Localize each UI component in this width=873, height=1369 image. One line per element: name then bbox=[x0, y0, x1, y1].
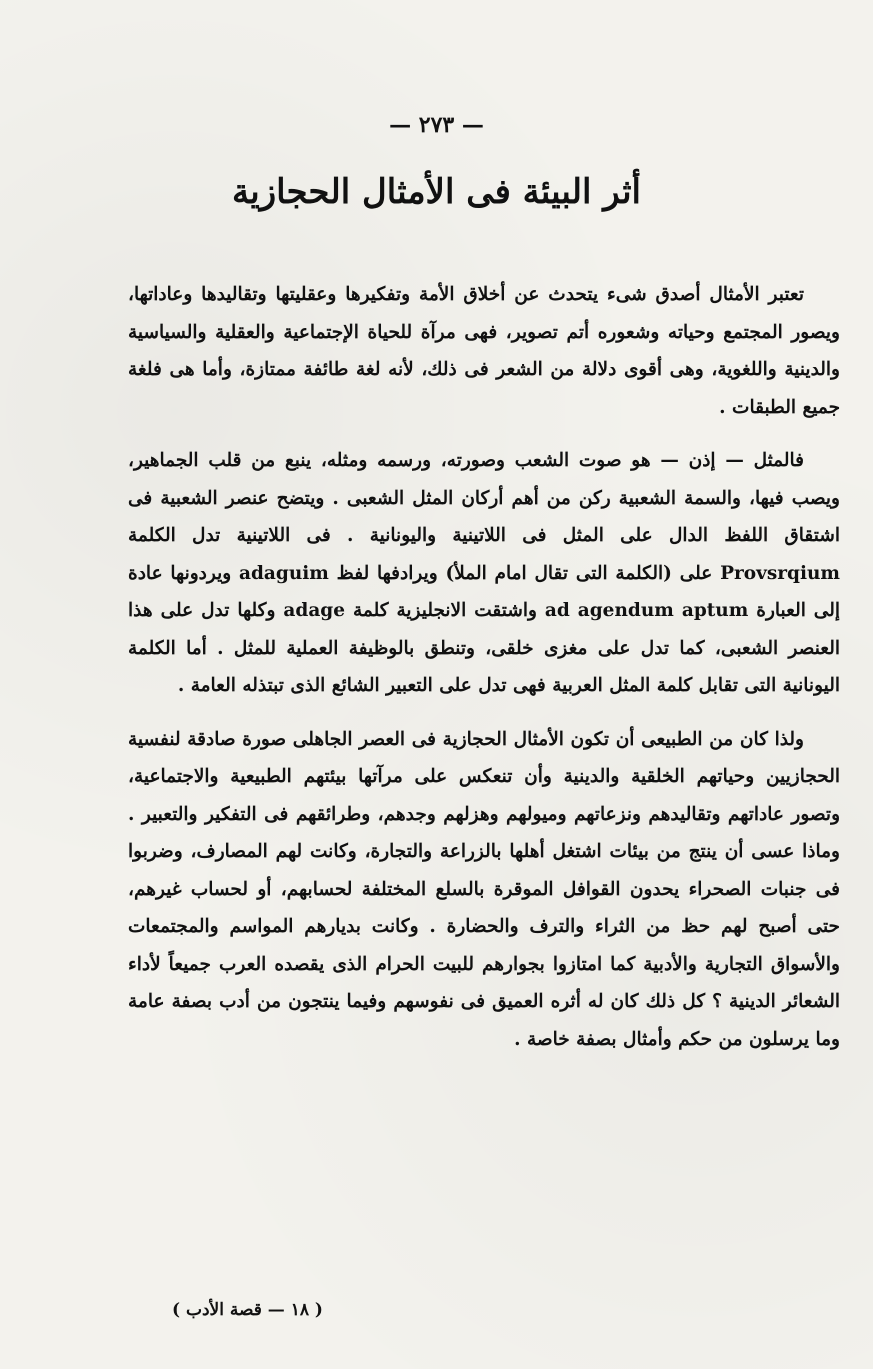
paragraph-1: تعتبر الأمثال أصدق شىء يتحدث عن أخلاق الأمة وتفكيرها وعقليتها وتقاليدها وعاداتها، ويصور المجتمع وحياته وشعوره أتم تصوير، فهى مرآة للحياة الإجتماعية والعقلية والسياسية والدينية واللغوية، وهى أقوى دلالة من الشعر فى ذلك، لأنه لغة طائفة ممتازة، وأما هى فلغة جميع الطبقات . bbox=[128, 284, 840, 418]
chapter-title: أثر البيئة فى الأمثال الحجازية bbox=[232, 172, 641, 212]
page-number: — ٢٧٣ — bbox=[389, 112, 484, 138]
paragraph-3: ولذا كان من الطبيعى أن تكون الأمثال الحجازية فى العصر الجاهلى صورة صادقة لنفسية الحجازيين وحياتهم الخلقية والدينية وأن تنعكس على مرآتها بيئتهم الطبيعية والاجتماعية، وتصور عاداتهم وتقاليدهم ونزعاتهم وميولهم وهزلهم وجدهم، وطرائقهم فى التفكير والتعبير . وماذا عسى أن ينتج من بيئات اشتغل أهلها بالزراعة والتجارة، وكانت لهم المصارف، وضربوا فى جنبات الصحراء يحدون القوافل الموقرة بالسلع المختلفة لحسابهم، أو لحساب غيرهم، حتى أصبح لهم حظ من الثراء والترف والحضارة . وكانت بديارهم المواسم والمجتمعات والأسواق التجارية والأدبية كما امتازوا بجوارهم للبيت الحرام الذى يقصده العرب جميعاً لأداء الشعائر الدينية ؟ كل ذلك كان له أثره العميق فى نفوسهم وفيما ينتجون من أدب بصفة عامة وما يرسلون من حكم وأمثال بصفة خاصة . bbox=[128, 728, 840, 1050]
body-text bbox=[128, 276, 840, 1074]
footer-signature: ( ١٨ — قصة الأدب ) bbox=[172, 1300, 323, 1320]
paragraph-2: فالمثل — إذن — هو صوت الشعب وصورته، ورسمه ومثله، ينبع من قلب الجماهير، ويصب فيها، والسمة الشعبية ركن من أهم أركان المثل الشعبى . ويتضح عنصر الشعبية فى اشتقاق اللفظ الدال على المثل فى اللاتينية واليونانية . فى اللاتينية تدل الكلمة Provsrqium على (الكلمة التى تقال امام الملأ) ويرادفها لفظ adaguim ويردونها عادة إلى العبارة ad agendum aptum واشتقت الانجليزية كلمة adage وكلها تدل على هذا العنصر الشعبى، كما تدل على مغزى خلقى، وتنطق بالوظيفة العملية للمثل . أما الكلمة اليونانية التى تقابل كلمة المثل العربية فهى تدل على التعبير الشائع الذى تبتذله العامة . bbox=[128, 450, 840, 696]
